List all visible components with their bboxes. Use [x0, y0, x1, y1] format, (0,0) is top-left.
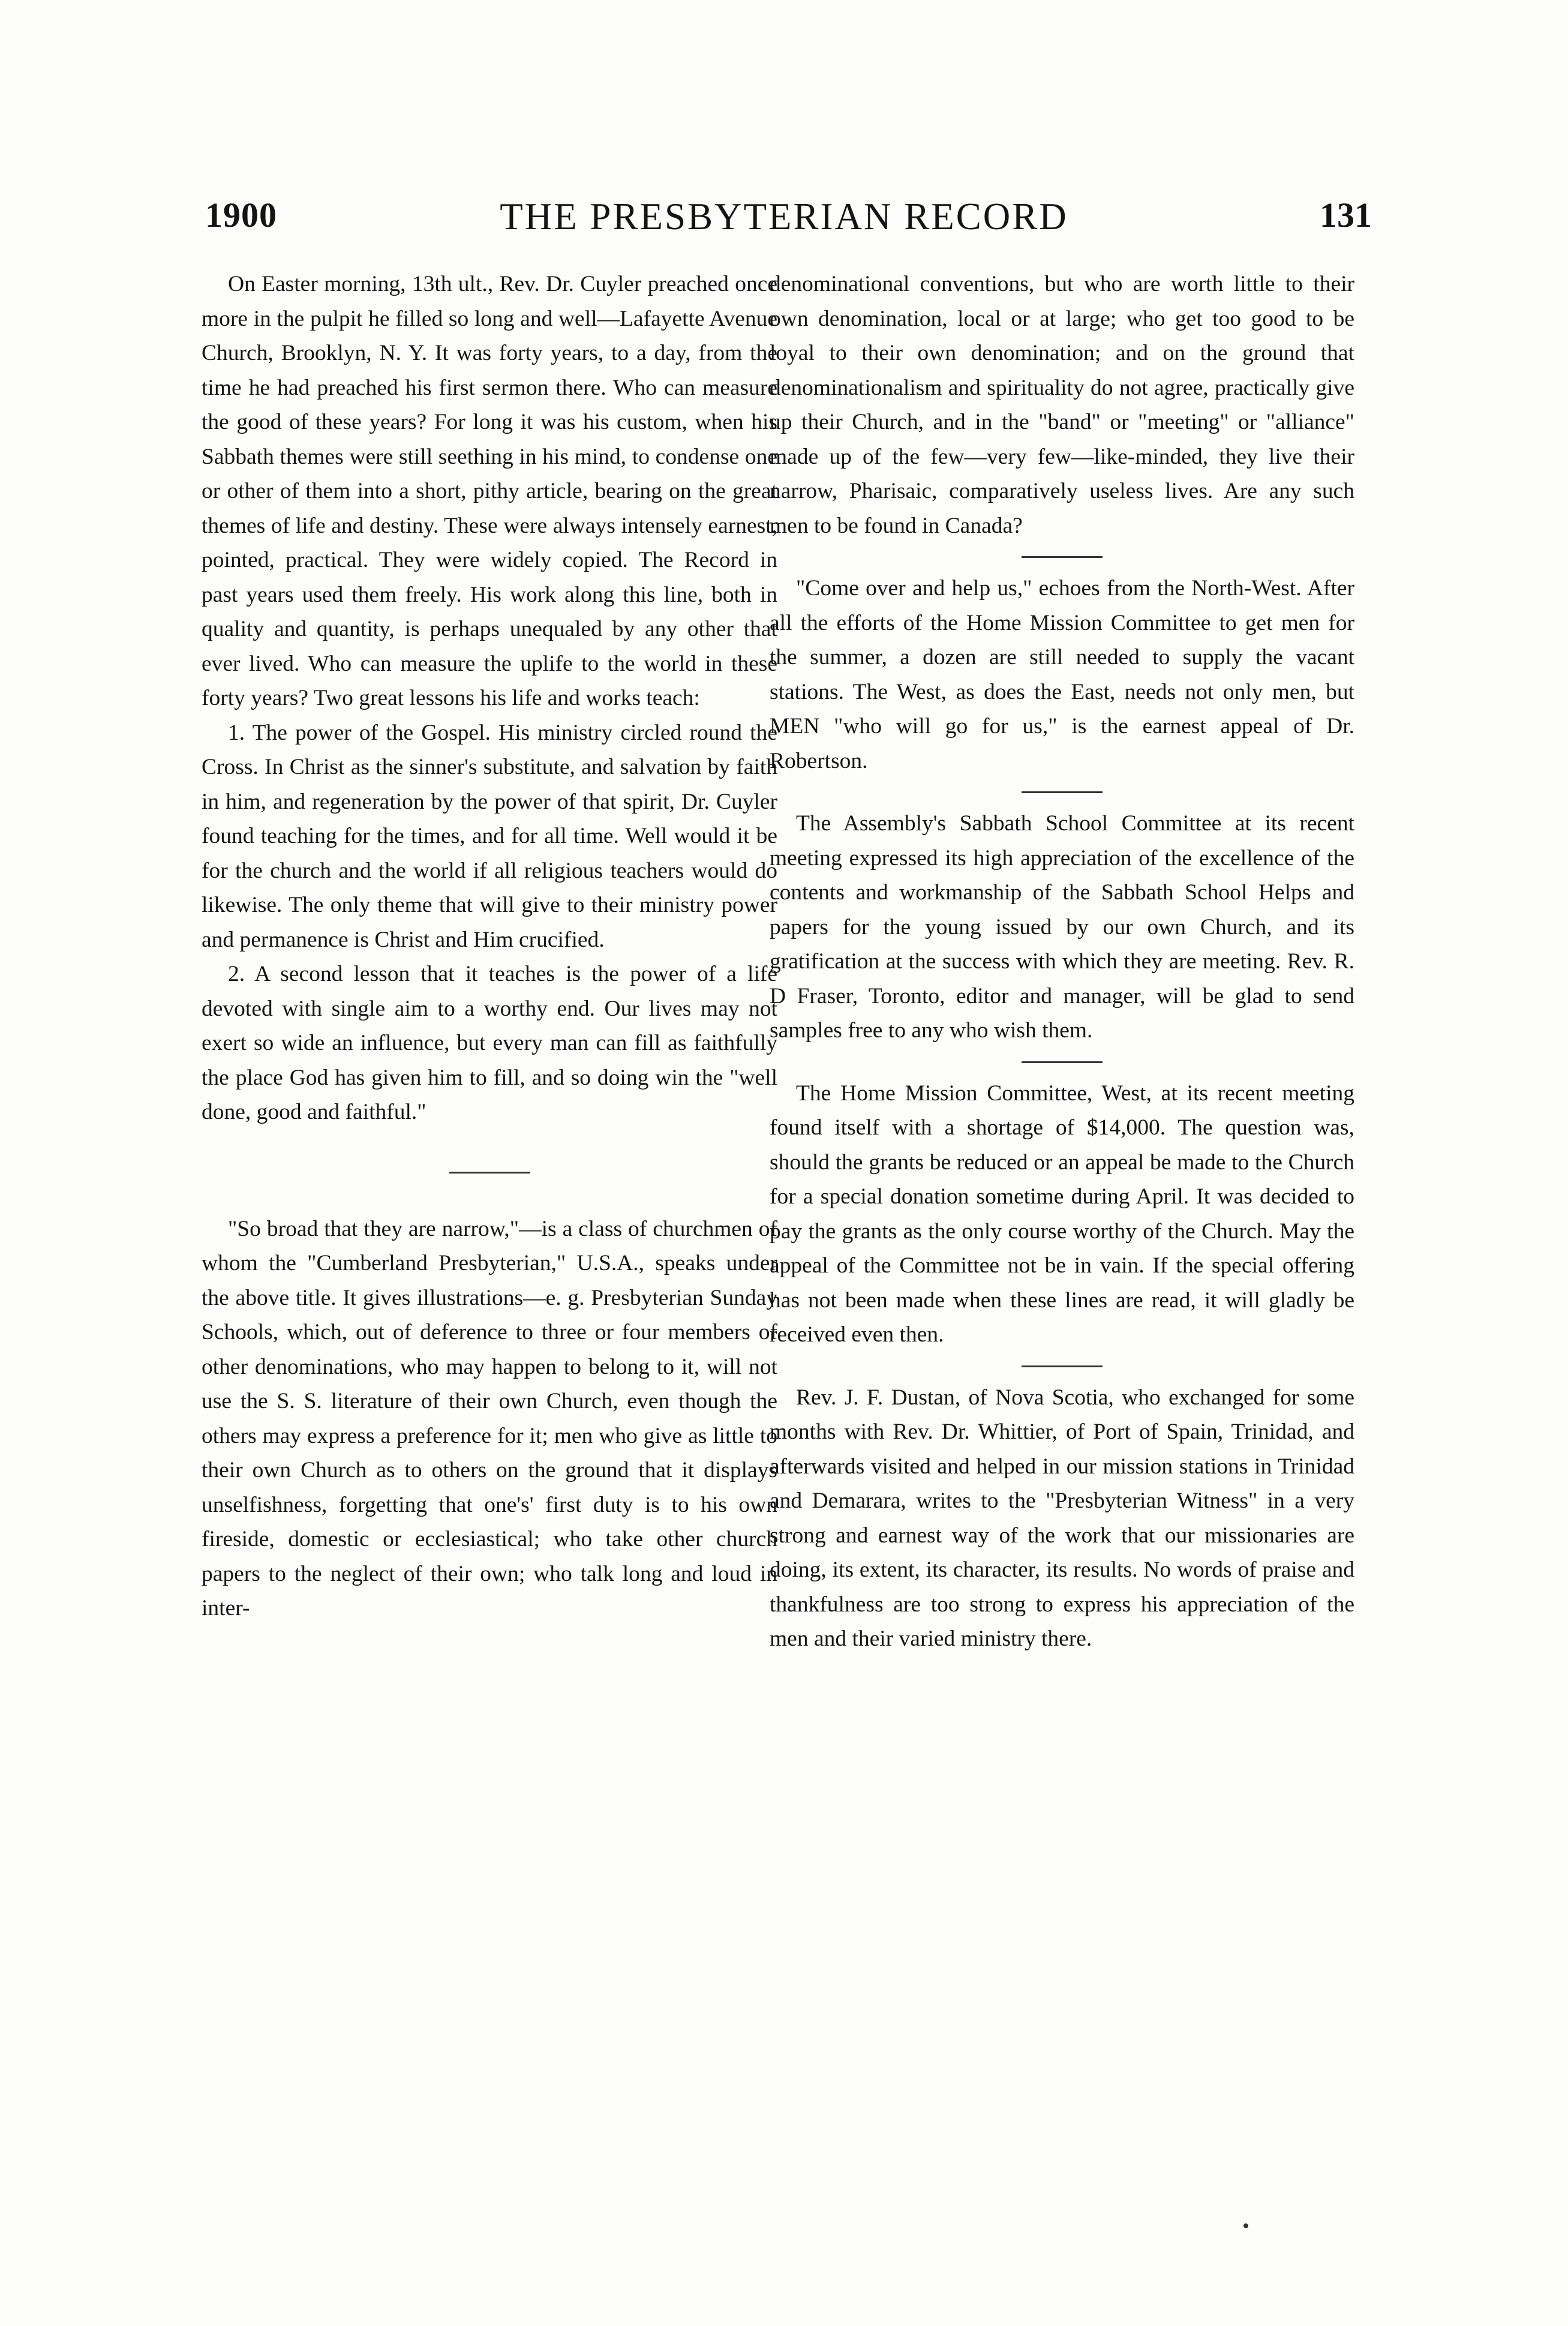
continuation-paragraph: denominational conventions, but who are worth little to their own denomination, local or at large; who get too good to be loyal to their own denomination; and on the ground that denominationalism and spirituality do not agree, practically give up their Church, and in the "band" or "meeting" or "alliance" made up of the few—very few—like-minded, they live their narrow, Pharisaic, comparatively useless lives. Are any such men to be found in Canada?: [770, 272, 1354, 538]
lesson-one-paragraph: 1. The power of the Gospel. His ministry circled round the Cross. In Christ as the sinner's substitute, and salvation by faith in him, and regeneration by the power of that spirit, Dr. Cuyler found teaching for the times, and for all time. Well would it be for the church and the world if all religious teachers would do likewise. The only theme that will give to their ministry power and permanence is Christ and Him crucified.: [202, 720, 777, 952]
come-over-paragraph: "Come over and help us," echoes from the North-West. After all the efforts of the Home Mission Committee to get men for the summer, a dozen are still needed to supply the vacant stations. The West, as does the East, needs not only men, but MEN "who will go for us," is the earnest appeal of Dr. Robertson.: [770, 576, 1354, 773]
section-divider: [1022, 791, 1103, 793]
so-broad-paragraph: "So broad that they are narrow,"—is a class of churchmen of whom the "Cumberland Presbyterian," U.S.A., speaks under the above title. It gives illustrations—e. g. Presbyterian Sunday Schools, which, out of deference to three or four members of other denominations, who may happen to belong to it, will not use the S. S. literature of their own Church, even though the others may express a preference for it; men who give as little to their own Church as to others on the ground that it displays unselfishness, forgetting that one's' first duty is to his own fireside, domestic or ecclesiastical; who take other church papers to the neglect of their own; who talk long and loud in inter-: [202, 1216, 777, 1620]
section-divider: [1022, 1061, 1103, 1063]
header-title: THE PRESBYTERIAN RECORD: [500, 196, 1068, 238]
left-column: [202, 267, 777, 1626]
header-year: 1900: [205, 196, 277, 235]
sabbath-school-paragraph: The Assembly's Sabbath School Committee at its recent meeting expressed its high appreciation of the excellence of the contents and workmanship of the Sabbath School Helps and papers for the young issued by our own Church, and its gratification at the success with which they are meeting. Rev. R. D Fraser, Toronto, editor and manager, will be glad to send samples free to any who wish them.: [770, 811, 1354, 1043]
running-header: [0, 195, 1568, 249]
cuyler-paragraph: On Easter morning, 13th ult., Rev. Dr. Cuyler preached once more in the pulpit he filled so long and well—Lafayette Avenue Church, Brooklyn, N. Y. It was forty years, to a day, from the time he had preached his first sermon there. Who can measure the good of these years? For long it was his custom, when his Sabbath themes were still seething in his mind, to condense one or other of them into a short, pithy article, bearing on the great themes of life and destiny. These were always intensely earnest, pointed, practical. They were widely copied. The Record in past years used them freely. His work along this line, both in quality and quantity, is perhaps unequaled by any other that ever lived. Who can measure the uplife to the world in these forty years? Two great lessons his life and works teach:: [202, 272, 777, 710]
right-column: [770, 267, 1354, 1656]
section-divider: [1022, 1365, 1103, 1367]
dustan-paragraph: Rev. J. F. Dustan, of Nova Scotia, who exchanged for some months with Rev. Dr. Whittier, of Port of Spain, Trinidad, and afterwards visited and helped in our mission stations in Trinidad and Demarara, writes to the "Presbyterian Witness" in a very strong and earnest way of the work that our missionaries are doing, its extent, its character, its results. No words of praise and thankfulness are too strong to express his appreciation of the men and their varied ministry there.: [770, 1385, 1354, 1651]
home-mission-paragraph: The Home Mission Committee, West, at its recent meeting found itself with a shortage of $14,000. The question was, should the grants be reduced or an appeal be made to the Church for a special donation sometime during April. It was decided to pay the grants as the only course worthy of the Church. May the appeal of the Committee not be in vain. If the special offering has not been made when these lines are read, it will gladly be received even then.: [770, 1081, 1354, 1347]
ink-speck: [1243, 2223, 1248, 2228]
header-page-number: 131: [1320, 196, 1372, 235]
section-divider: [449, 1172, 530, 1173]
section-divider: [1022, 556, 1103, 558]
lesson-two-paragraph: 2. A second lesson that it teaches is the power of a life devoted with single aim to a worthy end. Our lives may not exert so wide an influence, but every man can fill as faithfully the place God has given him to fill, and so doing win the "well done, good and faithful.": [202, 962, 777, 1124]
